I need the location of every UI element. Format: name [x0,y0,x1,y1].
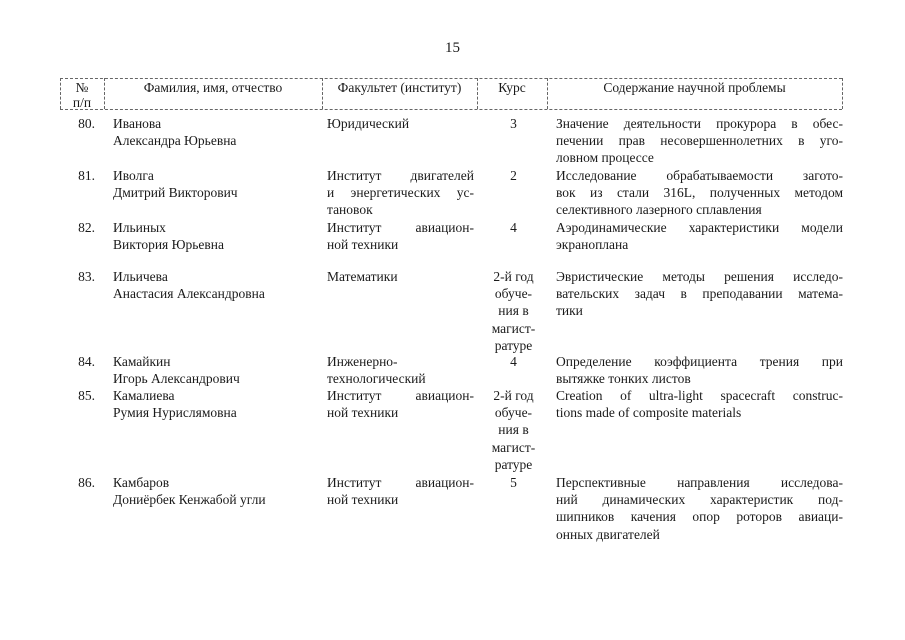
course-line: ния в [498,303,529,319]
student-name-line: Ильиных [113,220,166,235]
research-topic-line: Определение коэффициента трения при [556,354,843,369]
student-name [113,219,318,253]
faculty-line: тановок [327,202,373,218]
header-topic: Содержание научной проблемы [603,80,786,95]
course [486,353,541,370]
research-topic [556,353,843,387]
research-topic-line: печении прав несовершеннолетних в уго- [556,133,843,149]
row-number: 84. [78,354,95,369]
student-name-line: Виктория Юрьевна [113,237,225,253]
research-topic [556,268,843,320]
course-line: обуче- [494,405,533,421]
research-topic-line: Creation of ultra-light spacecraft construc- [556,388,843,403]
student-name-line: Румия Нурислямовна [113,405,237,421]
faculty [327,219,474,253]
faculty-line: и энергетических ус- [327,185,474,201]
row-number: 81. [78,168,95,183]
research-topic [556,474,843,543]
student-name-line: Камбаров [113,475,170,490]
header-faculty: Факультет (институт) [337,80,462,95]
header-num-line1: № [75,80,89,95]
faculty [327,353,474,387]
header-num [60,78,104,110]
faculty-line: Юридический [327,116,410,131]
research-topic-line: Аэродинамические характеристики модели [556,220,843,235]
student-name [113,474,318,508]
course [486,219,541,236]
student-name-line: Иволга [113,168,154,183]
research-topic [556,219,843,253]
row-number: 83. [78,269,95,284]
research-topic-line: селективного лазерного сплавления [556,202,762,218]
research-topic-line: вытяжке тонких листов [556,371,691,387]
research-topic-line: экраноплана [556,237,629,253]
research-topic-line: Перспективные направления исследова- [556,475,843,490]
student-name-line: Дмитрий Викторович [113,185,238,201]
student-name [113,268,318,302]
course-line: 3 [510,116,517,131]
student-name-line: Игорь Александрович [113,371,240,387]
faculty-line: Институт двигателей [327,168,474,183]
course-line: 2 [510,168,517,183]
student-name-line: Камайкин [113,354,171,369]
faculty [327,115,474,132]
research-topic-line: ний динамических характеристик под- [556,492,843,508]
course-line: 4 [510,354,517,369]
course-line: магист- [491,320,536,336]
course-line: 4 [510,220,517,235]
research-topic-line: Значение деятельности прокурора в обес- [556,116,843,131]
course-line: магист- [491,439,536,455]
student-name-line: Камалиева [113,388,175,403]
faculty-line: Математики [327,269,398,284]
student-name [113,115,318,149]
research-topic-line: онных двигателей [556,526,660,542]
course-line: ния в [498,422,529,438]
course [486,268,541,354]
course-line: обуче- [494,286,533,302]
row-number: 86. [78,475,95,490]
course [486,167,541,184]
header-name: Фамилия, имя, отчество [143,80,283,95]
faculty-line: Институт авиацион- [327,388,474,403]
faculty-line: Институт авиацион- [327,220,474,235]
row-number: 80. [78,116,95,131]
row-number: 82. [78,220,95,235]
header-divider [842,78,843,109]
research-topic-line: тики [556,303,583,319]
faculty-line: ной техники [327,237,399,253]
faculty [327,474,474,508]
research-topic [556,167,843,219]
research-topic-line: Исследование обрабатываемости загото- [556,168,843,183]
page-number: 15 [445,40,460,56]
course-line: 5 [510,475,517,490]
research-topic-line: вательских задач в преподавании матема- [556,286,843,302]
faculty-line: ной техники [327,405,399,421]
research-topic-line: tions made of composite materials [556,405,742,421]
student-name [113,387,318,421]
course [486,387,541,473]
student-name [113,167,318,201]
course [486,115,541,132]
faculty-line: Инженерно- [327,354,398,369]
research-topic [556,115,843,167]
student-name-line: Александра Юрьевна [113,133,237,149]
faculty [327,268,474,285]
header-course: Курс [498,80,526,95]
research-topic [556,387,843,421]
faculty-line: технологический [327,371,426,387]
research-topic-line: вок из стали 316L, полученных методом [556,185,843,201]
research-topic-line: шипников качения опор роторов авиаци- [556,509,843,525]
faculty [327,167,474,219]
course-line: 2-й год [493,269,534,284]
faculty-line: Институт авиацион- [327,475,474,490]
header-num-line2: п/п [72,95,92,110]
research-topic-line: ловном процессе [556,150,654,166]
student-name-line: Иванова [113,116,162,131]
student-name-line: Ильичева [113,269,168,284]
faculty [327,387,474,421]
course [486,474,541,491]
course-line: ратуре [494,456,533,472]
faculty-line: ной техники [327,492,399,508]
row-number: 85. [78,388,95,403]
student-name [113,353,318,387]
research-topic-line: Эвристические методы решения исследо- [556,269,843,284]
student-name-line: Дониёрбек Кенжабой угли [113,492,266,508]
course-line: 2-й год [493,388,534,403]
course-line: ратуре [494,337,533,353]
student-name-line: Анастасия Александровна [113,286,265,302]
